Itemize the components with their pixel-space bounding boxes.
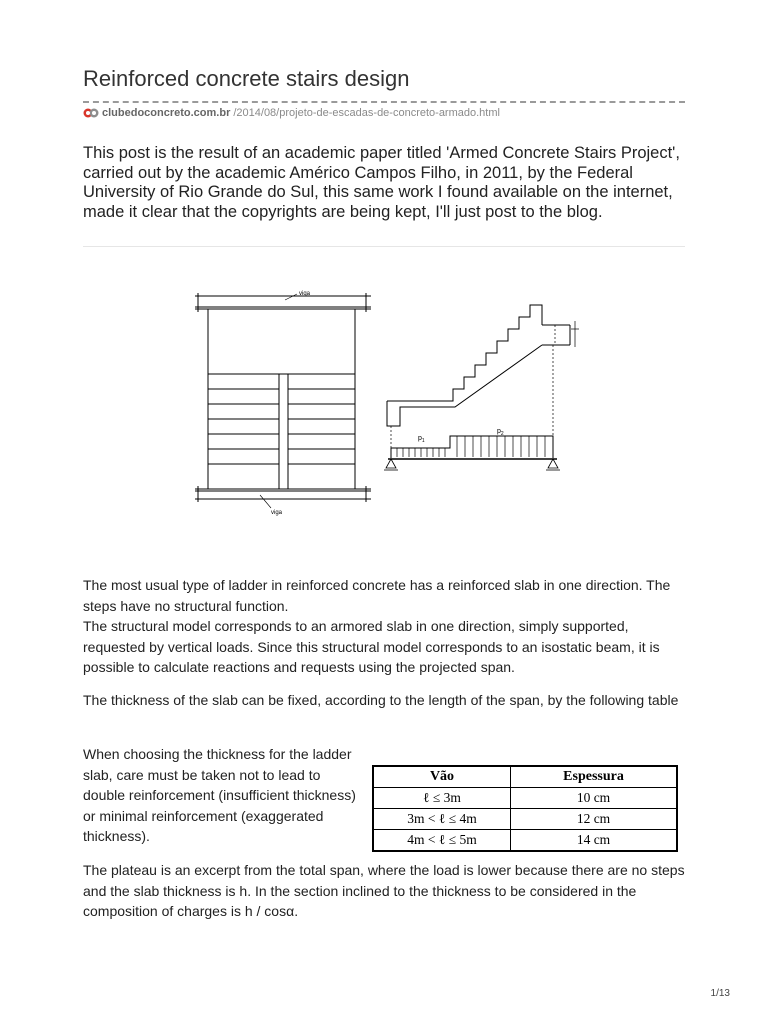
table-cell-span: ℓ ≤ 3m — [373, 788, 511, 809]
paragraph-plateau: The plateau is an excerpt from the total span, where the load is lower because there are no steps and the slab thickness is h. In the section inclined to the thickness to be considered in the composition of charges is h / cosα. — [83, 862, 685, 919]
table-header-row — [373, 766, 677, 788]
table-row — [373, 830, 677, 852]
beam-bottom-label: viga — [271, 510, 283, 516]
page-number: 1/13 — [710, 988, 730, 999]
beam-top-label: viga — [299, 291, 311, 297]
source-path-link[interactable]: /2014/08/projeto-de-escadas-de-concreto-armado.html — [233, 107, 500, 119]
table-row — [373, 809, 677, 830]
thickness-table — [372, 765, 678, 852]
stairs-plan-view — [195, 291, 371, 516]
paragraph-ladder-type: The most usual type of ladder in reinforced concrete has a reinforced slab in one direction. The steps have no structural function. — [83, 577, 671, 614]
paragraph-structural-model: The structural model corresponds to an armored slab in one direction, simply supported, requested by vertical loads. Since this structural model corresponds to an isostatic beam, it is possible to calculate reactions and requests using the projected span. — [83, 618, 660, 675]
load-arrows-p2 — [457, 436, 545, 457]
load-p2-label: $p_2$ — [497, 428, 504, 437]
intro-divider — [83, 246, 685, 247]
table-cell-span: 3m < ℓ ≤ 4m — [373, 809, 511, 830]
table-cell-span: 4m < ℓ ≤ 5m — [373, 830, 511, 852]
load-p1-label: $p_1$ — [418, 435, 425, 444]
table-cell-thickness: 14 cm — [511, 830, 678, 852]
table-cell-thickness: 12 cm — [511, 809, 678, 830]
support-right-icon — [548, 459, 558, 468]
intro-paragraph: This post is the result of an academic paper titled 'Armed Concrete Stairs Project', carried out by the academic Américo Campos Filho, in 2011, by the Federal University of Rio Grande do Sul, this same work I found available on the internet, made it clear that the copyrights are being kept, I'll just post to the blog. — [83, 144, 680, 221]
title-divider — [83, 101, 685, 103]
source-domain-link[interactable]: clubedoconcreto.com.br — [102, 107, 231, 119]
table-row — [373, 788, 677, 809]
table-header-span: Vão — [373, 766, 511, 788]
structural-description — [83, 575, 688, 678]
load-arrows-p1 — [397, 448, 445, 457]
table-cell-thickness: 10 cm — [511, 788, 678, 809]
paragraph-thickness-choice: When choosing the thickness for the ladder slab, care must be taken not to lead to double reinforcement (insufficient thickness) or minimal reinforcement (exaggerated thickness). — [83, 746, 356, 844]
support-left-icon — [386, 459, 396, 468]
page-title: Reinforced concrete stairs design — [83, 66, 410, 91]
stairs-structural-figure — [195, 285, 585, 520]
table-header-thickness: Espessura — [511, 766, 678, 788]
paragraph-thickness-intro: The thickness of the slab can be fixed, according to the length of the span, by the following table — [83, 692, 679, 708]
source-line — [83, 106, 500, 120]
clubedoconcreto-logo-icon — [83, 106, 99, 120]
stairs-section-view — [384, 305, 579, 470]
